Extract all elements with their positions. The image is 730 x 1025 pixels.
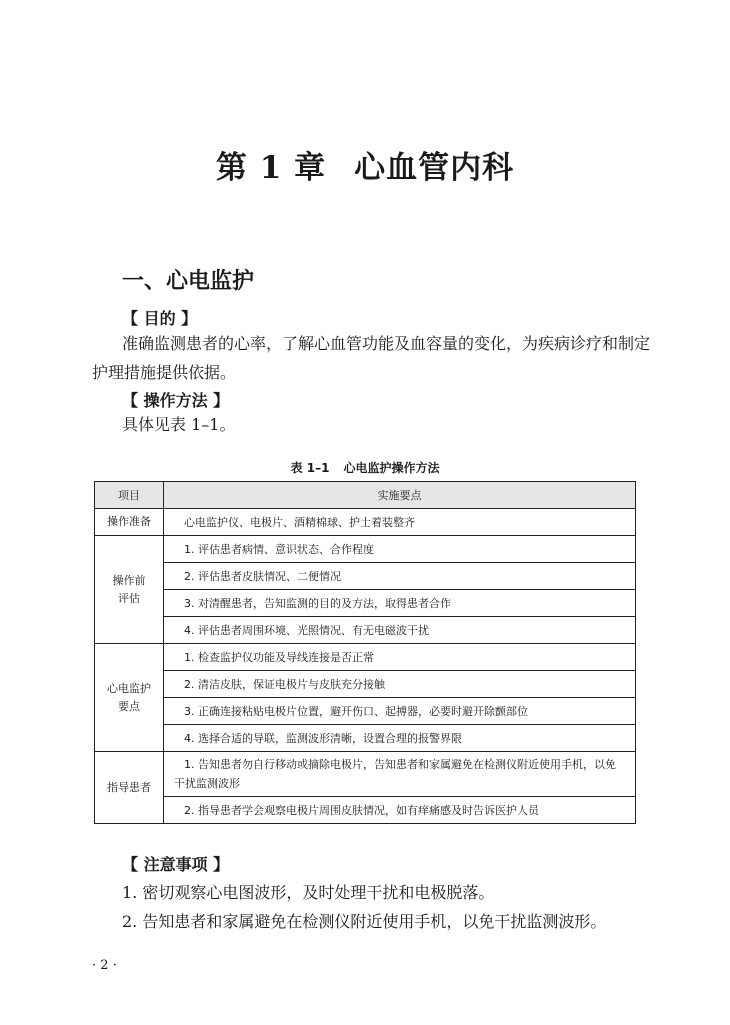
note-item: 2. 告知患者和家属避免在检测仪附近使用手机，以免干扰监测波形。: [122, 912, 607, 931]
notes-label: 【 注意事项 】: [122, 855, 230, 874]
row-point: 1. 评估患者病情、意识状态、合作程度: [164, 536, 636, 563]
row-point: 2. 指导患者学会观察电极片周围皮肤情况，如有痒痛感及时告诉医护人员: [164, 797, 636, 824]
purpose-text-line1: 准确监测患者的心率，了解心血管功能及血容量的变化，为疾病诊疗和制定: [122, 334, 651, 353]
table-header-row: [95, 482, 636, 509]
table-row: [95, 563, 636, 590]
table-row: [95, 752, 636, 797]
table-row: [95, 698, 636, 725]
table-row: [95, 797, 636, 824]
method-text: 具体见表 1–1。: [122, 415, 236, 434]
row-point: 4. 选择合适的导联，监测波形清晰，设置合理的报警界限: [164, 725, 636, 752]
table-row: [95, 644, 636, 671]
table-row: [95, 671, 636, 698]
chapter-title: [0, 142, 730, 187]
row-point: 2. 清洁皮肤，保证电极片与皮肤充分接触: [164, 671, 636, 698]
row-item: 操作准备: [95, 509, 164, 536]
row-point: 1. 告知患者勿自行移动或摘除电极片，告知患者和家属避免在检测仪附近使用手机，以免干扰监测波形: [164, 752, 636, 797]
header-item: 项目: [95, 482, 164, 509]
table-row: [95, 509, 636, 536]
row-point: 心电监护仪、电极片、酒精棉球、护士着装整齐: [164, 509, 636, 536]
page-number: · 2 ·: [92, 958, 117, 973]
table-caption-number: 表 1–1: [290, 461, 330, 475]
table-row: [95, 725, 636, 752]
row-item: [95, 644, 164, 752]
purpose-text-line2: 护理措施提供依据。: [92, 363, 237, 382]
row-item-line2: 要点: [118, 699, 140, 713]
note-item: 1. 密切观察心电图波形，及时处理干扰和电极脱落。: [122, 883, 495, 902]
header-points: 实施要点: [164, 482, 636, 509]
chapter-number: 第 1 章: [215, 150, 327, 186]
row-item: [95, 536, 164, 644]
section-title: 一、心电监护: [122, 268, 255, 294]
table-caption-title: 心电监护操作方法: [343, 461, 440, 475]
purpose-label: 【 目的 】: [122, 309, 198, 328]
row-point: 3. 对清醒患者，告知监测的目的及方法，取得患者合作: [164, 590, 636, 617]
table-caption: [0, 459, 730, 476]
chapter-name: 心血管内科: [354, 150, 515, 186]
method-label: 【 操作方法 】: [122, 391, 230, 410]
row-point: 1. 检查监护仪功能及导线连接是否正常: [164, 644, 636, 671]
table-row: [95, 617, 636, 644]
row-item-line1: 操作前: [112, 573, 146, 587]
row-point: 3. 正确连接粘贴电极片位置，避开伤口、起搏器，必要时避开除颤部位: [164, 698, 636, 725]
row-item: 指导患者: [95, 752, 164, 824]
row-point: 2. 评估患者皮肤情况、二便情况: [164, 563, 636, 590]
row-item-line1: 心电监护: [107, 681, 151, 695]
row-point: 4. 评估患者周围环境、光照情况、有无电磁波干扰: [164, 617, 636, 644]
table-row: [95, 590, 636, 617]
row-item-line2: 评估: [118, 591, 140, 605]
procedure-table: [94, 481, 636, 824]
table-row: [95, 536, 636, 563]
